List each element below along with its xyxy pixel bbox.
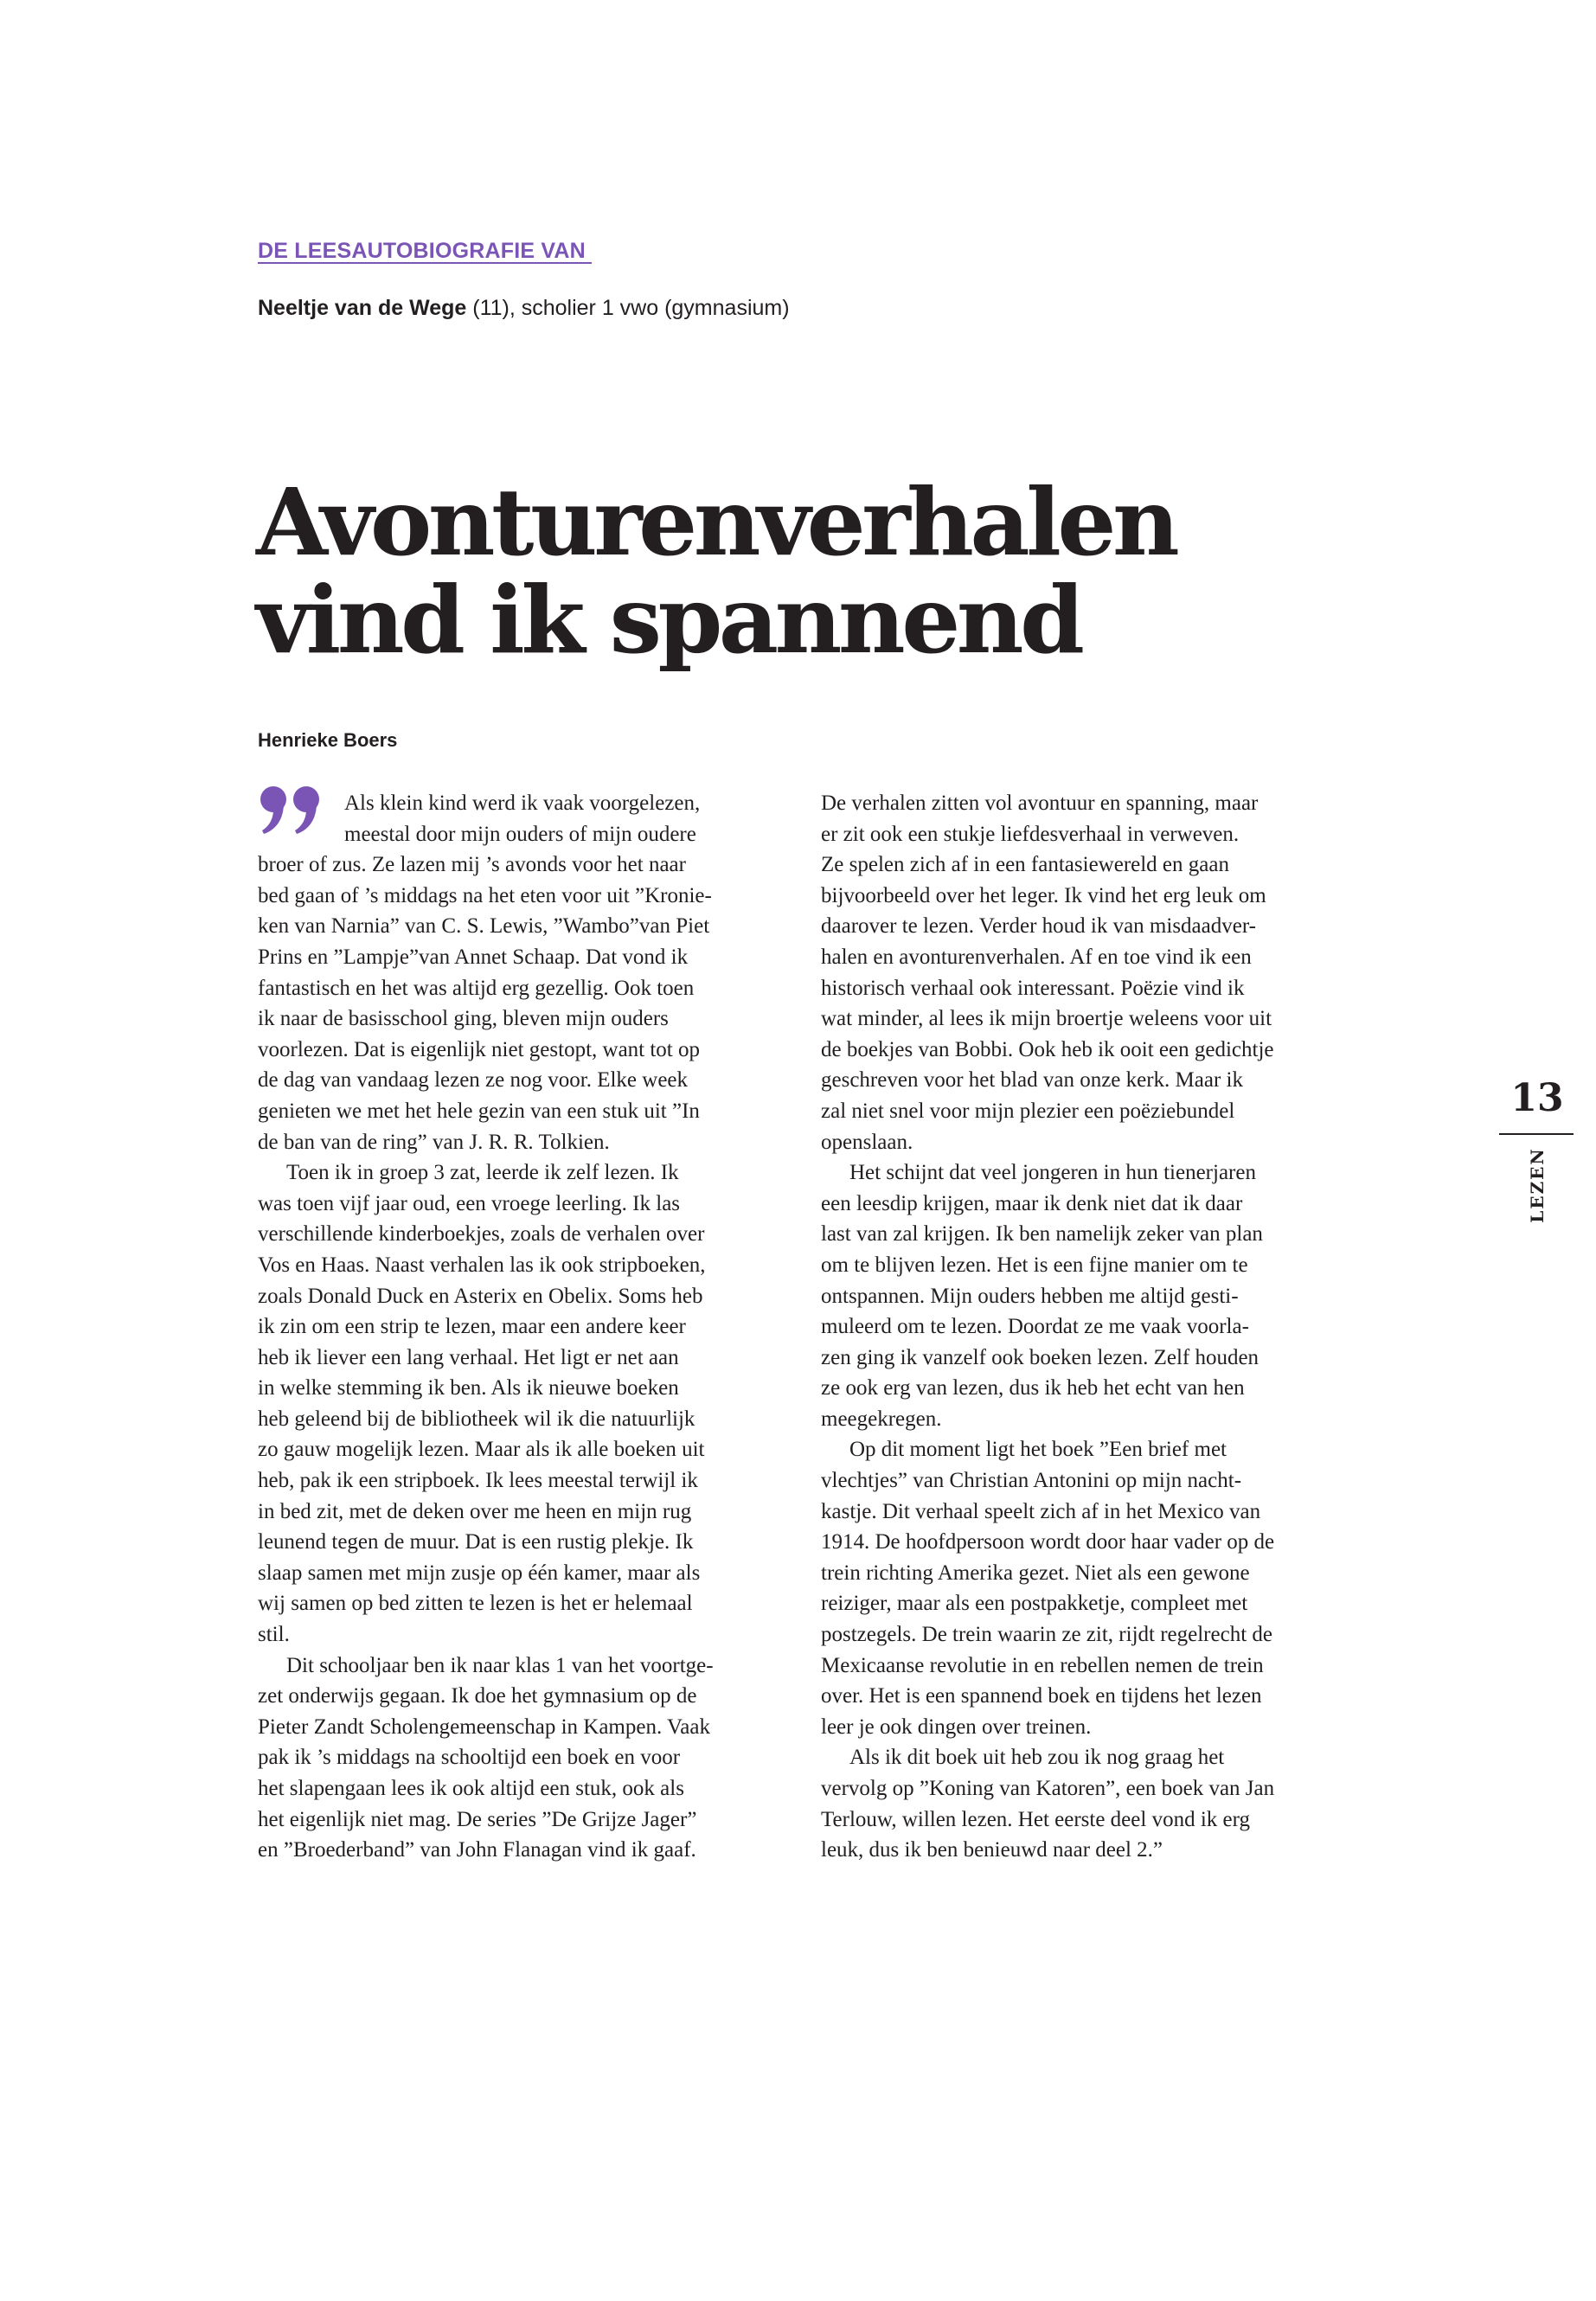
text-line: Vos en Haas. Naast verhalen las ik ook stripboeken, bbox=[258, 1253, 706, 1277]
text-line: Op dit moment ligt het boek ”Een brief met bbox=[849, 1438, 1227, 1462]
paragraph bbox=[821, 1434, 1350, 1742]
text-line: een leesdip krijgen, maar ik denk niet dat ik daar bbox=[821, 1191, 1243, 1215]
text-line: genieten we met het hele gezin van een stuk uit ”In bbox=[258, 1099, 700, 1123]
text-line: vlechtjes” van Christian Antonini op mijn nacht- bbox=[821, 1469, 1242, 1493]
text-line: verschillende kinderboekjes, zoals de verhalen over bbox=[258, 1222, 705, 1247]
text-line: heb geleend bij de bibliotheek wil ik die natuurlijk bbox=[258, 1407, 695, 1431]
text-line: zal niet snel voor mijn plezier een poëziebundel bbox=[821, 1099, 1235, 1123]
text-line: over. Het is een spannend boek en tijdens het lezen bbox=[821, 1684, 1262, 1708]
text-line: Mexicaanse revolutie in en rebellen nemen de trein bbox=[821, 1653, 1264, 1677]
text-line: het eigenlijk niet mag. De series ”De Grijze Jager” bbox=[258, 1807, 697, 1831]
headline-line: vind ik spannend bbox=[256, 567, 1081, 675]
text-line: de dag van vandaag lezen ze nog voor. Elke week bbox=[258, 1068, 689, 1093]
headline bbox=[256, 469, 1208, 675]
text-line: historisch verhaal ook interessant. Poëzie vind ik bbox=[821, 976, 1245, 1000]
text-line: de ban van de ring” van J. R. R. Tolkien. bbox=[258, 1130, 610, 1154]
text-line: stil. bbox=[258, 1623, 290, 1647]
text-line: vervolg op ”Koning van Katoren”, een boek van Jan bbox=[821, 1777, 1275, 1800]
subject-detail: (11), scholier 1 vwo (gymnasium) bbox=[466, 296, 790, 320]
body-column-right bbox=[821, 788, 1350, 1866]
text-line: broer of zus. Ze lazen mij ’s avonds voor het naar bbox=[258, 853, 686, 877]
text-line: fantastisch en het was altijd erg gezellig. Ook toen bbox=[258, 976, 695, 1000]
text-line: ken van Narnia” van C. S. Lewis, ”Wambo”van Piet bbox=[258, 914, 710, 939]
page-number: 13 bbox=[1510, 1076, 1564, 1120]
paragraph bbox=[821, 1157, 1350, 1434]
text-line: bijvoorbeeld over het leger. Ik vind het erg leuk om bbox=[821, 883, 1266, 907]
text-line: bed gaan of ’s middags na het eten voor uit ”Kronie- bbox=[258, 883, 712, 907]
text-line: leer je ook dingen over treinen. bbox=[821, 1715, 1092, 1739]
text-line: Het schijnt dat veel jongeren in hun tienerjaren bbox=[849, 1161, 1256, 1185]
author-byline: Henrieke Boers bbox=[258, 729, 398, 751]
text-line: leuk, dus ik ben benieuwd naar deel 2.” bbox=[821, 1838, 1163, 1862]
text-line: wat minder, al lees ik mijn broertje weleens voor uit bbox=[821, 1007, 1272, 1031]
text-line: in welke stemming ik ben. Als ik nieuwe boeken bbox=[258, 1376, 679, 1400]
text-line: Als ik dit boek uit heb zou ik nog graag het bbox=[849, 1746, 1225, 1770]
text-line: de boekjes van Bobbi. Ook heb ik ooit een gedichtje bbox=[821, 1037, 1274, 1061]
paragraph bbox=[821, 1742, 1350, 1865]
text-line: De verhalen zitten vol avontuur en spanning, maar bbox=[821, 792, 1259, 815]
text-line: in bed zit, met de deken over me heen en mijn rug bbox=[258, 1499, 692, 1523]
text-line: ze ook erg van lezen, dus ik heb het echt van hen bbox=[821, 1376, 1245, 1400]
text-line: wij samen op bed zitten te lezen is het er helemaal bbox=[258, 1592, 693, 1616]
text-line: pak ik ’s middags na schooltijd een boek en voor bbox=[258, 1746, 681, 1770]
kicker-label: DE LEESAUTOBIOGRAFIE VAN bbox=[258, 239, 593, 263]
paragraph bbox=[821, 788, 1350, 1157]
text-line: slaap samen met mijn zusje op één kamer, maar als bbox=[258, 1561, 701, 1585]
text-line: zen ging ik vanzelf ook boeken lezen. Zelf houden bbox=[821, 1345, 1259, 1369]
text-line: reiziger, maar als een postpakketje, compleet met bbox=[821, 1592, 1248, 1616]
page-number-divider bbox=[1499, 1133, 1574, 1135]
text-line: zoals Donald Duck en Asterix en Obelix. Soms heb bbox=[258, 1284, 703, 1308]
text-line: Als klein kind werd ik vaak voorgelezen, bbox=[344, 792, 701, 815]
text-line: Dit schooljaar ben ik naar klas 1 van het voortge- bbox=[286, 1653, 714, 1677]
text-line: postzegels. De trein waarin ze zit, rijdt regelrecht de bbox=[821, 1623, 1272, 1647]
subject-name: Neeltje van de Wege bbox=[258, 296, 467, 320]
text-line: Toen ik in groep 3 zat, leerde ik zelf lezen. Ik bbox=[286, 1161, 679, 1185]
text-line: geschreven voor het blad van onze kerk. Maar ik bbox=[821, 1068, 1244, 1093]
text-line: het slapengaan lees ik ook altijd een stuk, ook als bbox=[258, 1777, 684, 1800]
text-line: meestal door mijn ouders of mijn oudere bbox=[344, 822, 696, 846]
text-line: om te blijven lezen. Het is een fijne manier om te bbox=[821, 1253, 1248, 1277]
text-line: ik zin om een strip te lezen, maar een andere keer bbox=[258, 1315, 686, 1339]
text-line: Ze spelen zich af in een fantasiewereld en gaan bbox=[821, 853, 1229, 877]
text-line: zet onderwijs gegaan. Ik doe het gymnasium op de bbox=[258, 1684, 697, 1708]
text-line: halen en avonturenverhalen. Af en toe vind ik een bbox=[821, 945, 1252, 969]
text-line: meegekregen. bbox=[821, 1407, 942, 1431]
text-line: last van zal krijgen. Ik ben namelijk zeker van plan bbox=[821, 1222, 1263, 1247]
text-line: 1914. De hoofdpersoon wordt door haar vader op de bbox=[821, 1530, 1275, 1554]
text-line: Terlouw, willen lezen. Het eerste deel vond ik erg bbox=[821, 1807, 1250, 1831]
body-column-left bbox=[258, 788, 787, 1866]
text-line: heb ik liever een lang verhaal. Het ligt er net aan bbox=[258, 1345, 679, 1369]
text-line: voorlezen. Dat is eigenlijk niet gestopt, want tot op bbox=[258, 1037, 700, 1061]
section-label: LEZEN bbox=[1527, 1147, 1548, 1223]
text-line: kastje. Dit verhaal speelt zich af in het Mexico van bbox=[821, 1499, 1261, 1523]
subject-line bbox=[258, 296, 790, 321]
text-line: ontspannen. Mijn ouders hebben me altijd gesti- bbox=[821, 1284, 1239, 1308]
headline-line: Avonturenverhalen bbox=[256, 469, 1176, 577]
text-line: Prins en ”Lampje”van Annet Schaap. Dat vond ik bbox=[258, 945, 689, 969]
text-line: trein richting Amerika gezet. Niet als een gewone bbox=[821, 1561, 1250, 1585]
text-line: heb, pak ik een stripboek. Ik lees meestal terwijl ik bbox=[258, 1469, 698, 1493]
text-line: daarover te lezen. Verder houd ik van misdaadver- bbox=[821, 914, 1256, 939]
text-line: zo gauw mogelijk lezen. Maar als ik alle boeken uit bbox=[258, 1438, 705, 1462]
text-line: leunend tegen de muur. Dat is een rustig plekje. Ik bbox=[258, 1530, 694, 1554]
text-line: ik naar de basisschool ging, bleven mijn ouders bbox=[258, 1007, 669, 1031]
paragraph bbox=[258, 1650, 787, 1866]
text-line: muleerd om te lezen. Doordat ze me vaak voorla- bbox=[821, 1315, 1249, 1339]
text-line: openslaan. bbox=[821, 1130, 913, 1154]
paragraph bbox=[258, 788, 787, 1157]
text-line: was toen vijf jaar oud, een vroege leerling. Ik las bbox=[258, 1191, 681, 1215]
paragraph bbox=[258, 1157, 787, 1650]
text-line: en ”Broederband” van John Flanagan vind ik gaaf. bbox=[258, 1838, 696, 1862]
text-line: Pieter Zandt Scholengemeenschap in Kampen. Vaak bbox=[258, 1715, 710, 1739]
text-line: er zit ook een stukje liefdesverhaal in verweven. bbox=[821, 822, 1240, 846]
